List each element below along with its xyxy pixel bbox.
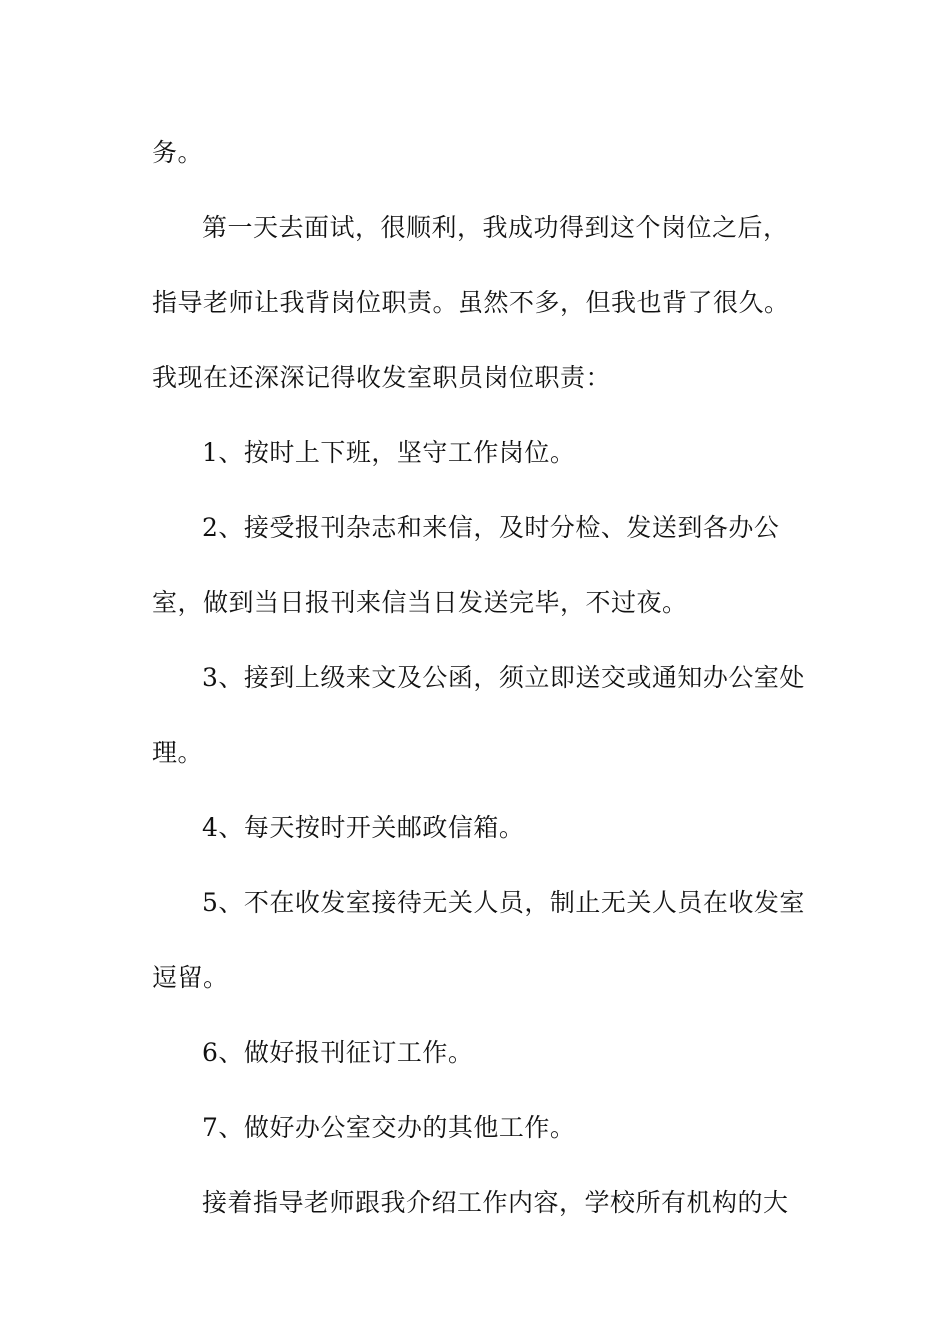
list-item: 2、接受报刊杂志和来信，及时分检、发送到各办公 [202,513,780,542]
list-item: 3、接到上级来文及公函，须立即送交或通知办公室处 [202,663,805,692]
text-line: 务。 [152,138,204,167]
text-line: 第一天去面试，很顺利，我成功得到这个岗位之后， [202,213,789,242]
list-item: 7、做好办公室交办的其他工作。 [202,1113,576,1142]
text-line: 指导老师让我背岗位职责。虽然不多，但我也背了很久。 [152,288,790,317]
list-item: 4、每天按时开关邮政信箱。 [202,813,525,842]
text-line: 室，做到当日报刊来信当日发送完毕，不过夜。 [152,588,688,617]
text-line: 我现在还深深记得收发室职员岗位职责： [152,363,612,392]
text-line: 逗留。 [152,963,229,992]
list-item: 6、做好报刊征订工作。 [202,1038,474,1067]
text-line: 理。 [152,738,204,767]
text-line: 接着指导老师跟我介绍工作内容，学校所有机构的大 [202,1188,789,1217]
list-item: 5、不在收发室接待无关人员，制止无关人员在收发室 [202,888,805,917]
list-item: 1、按时上下班，坚守工作岗位。 [202,438,576,467]
